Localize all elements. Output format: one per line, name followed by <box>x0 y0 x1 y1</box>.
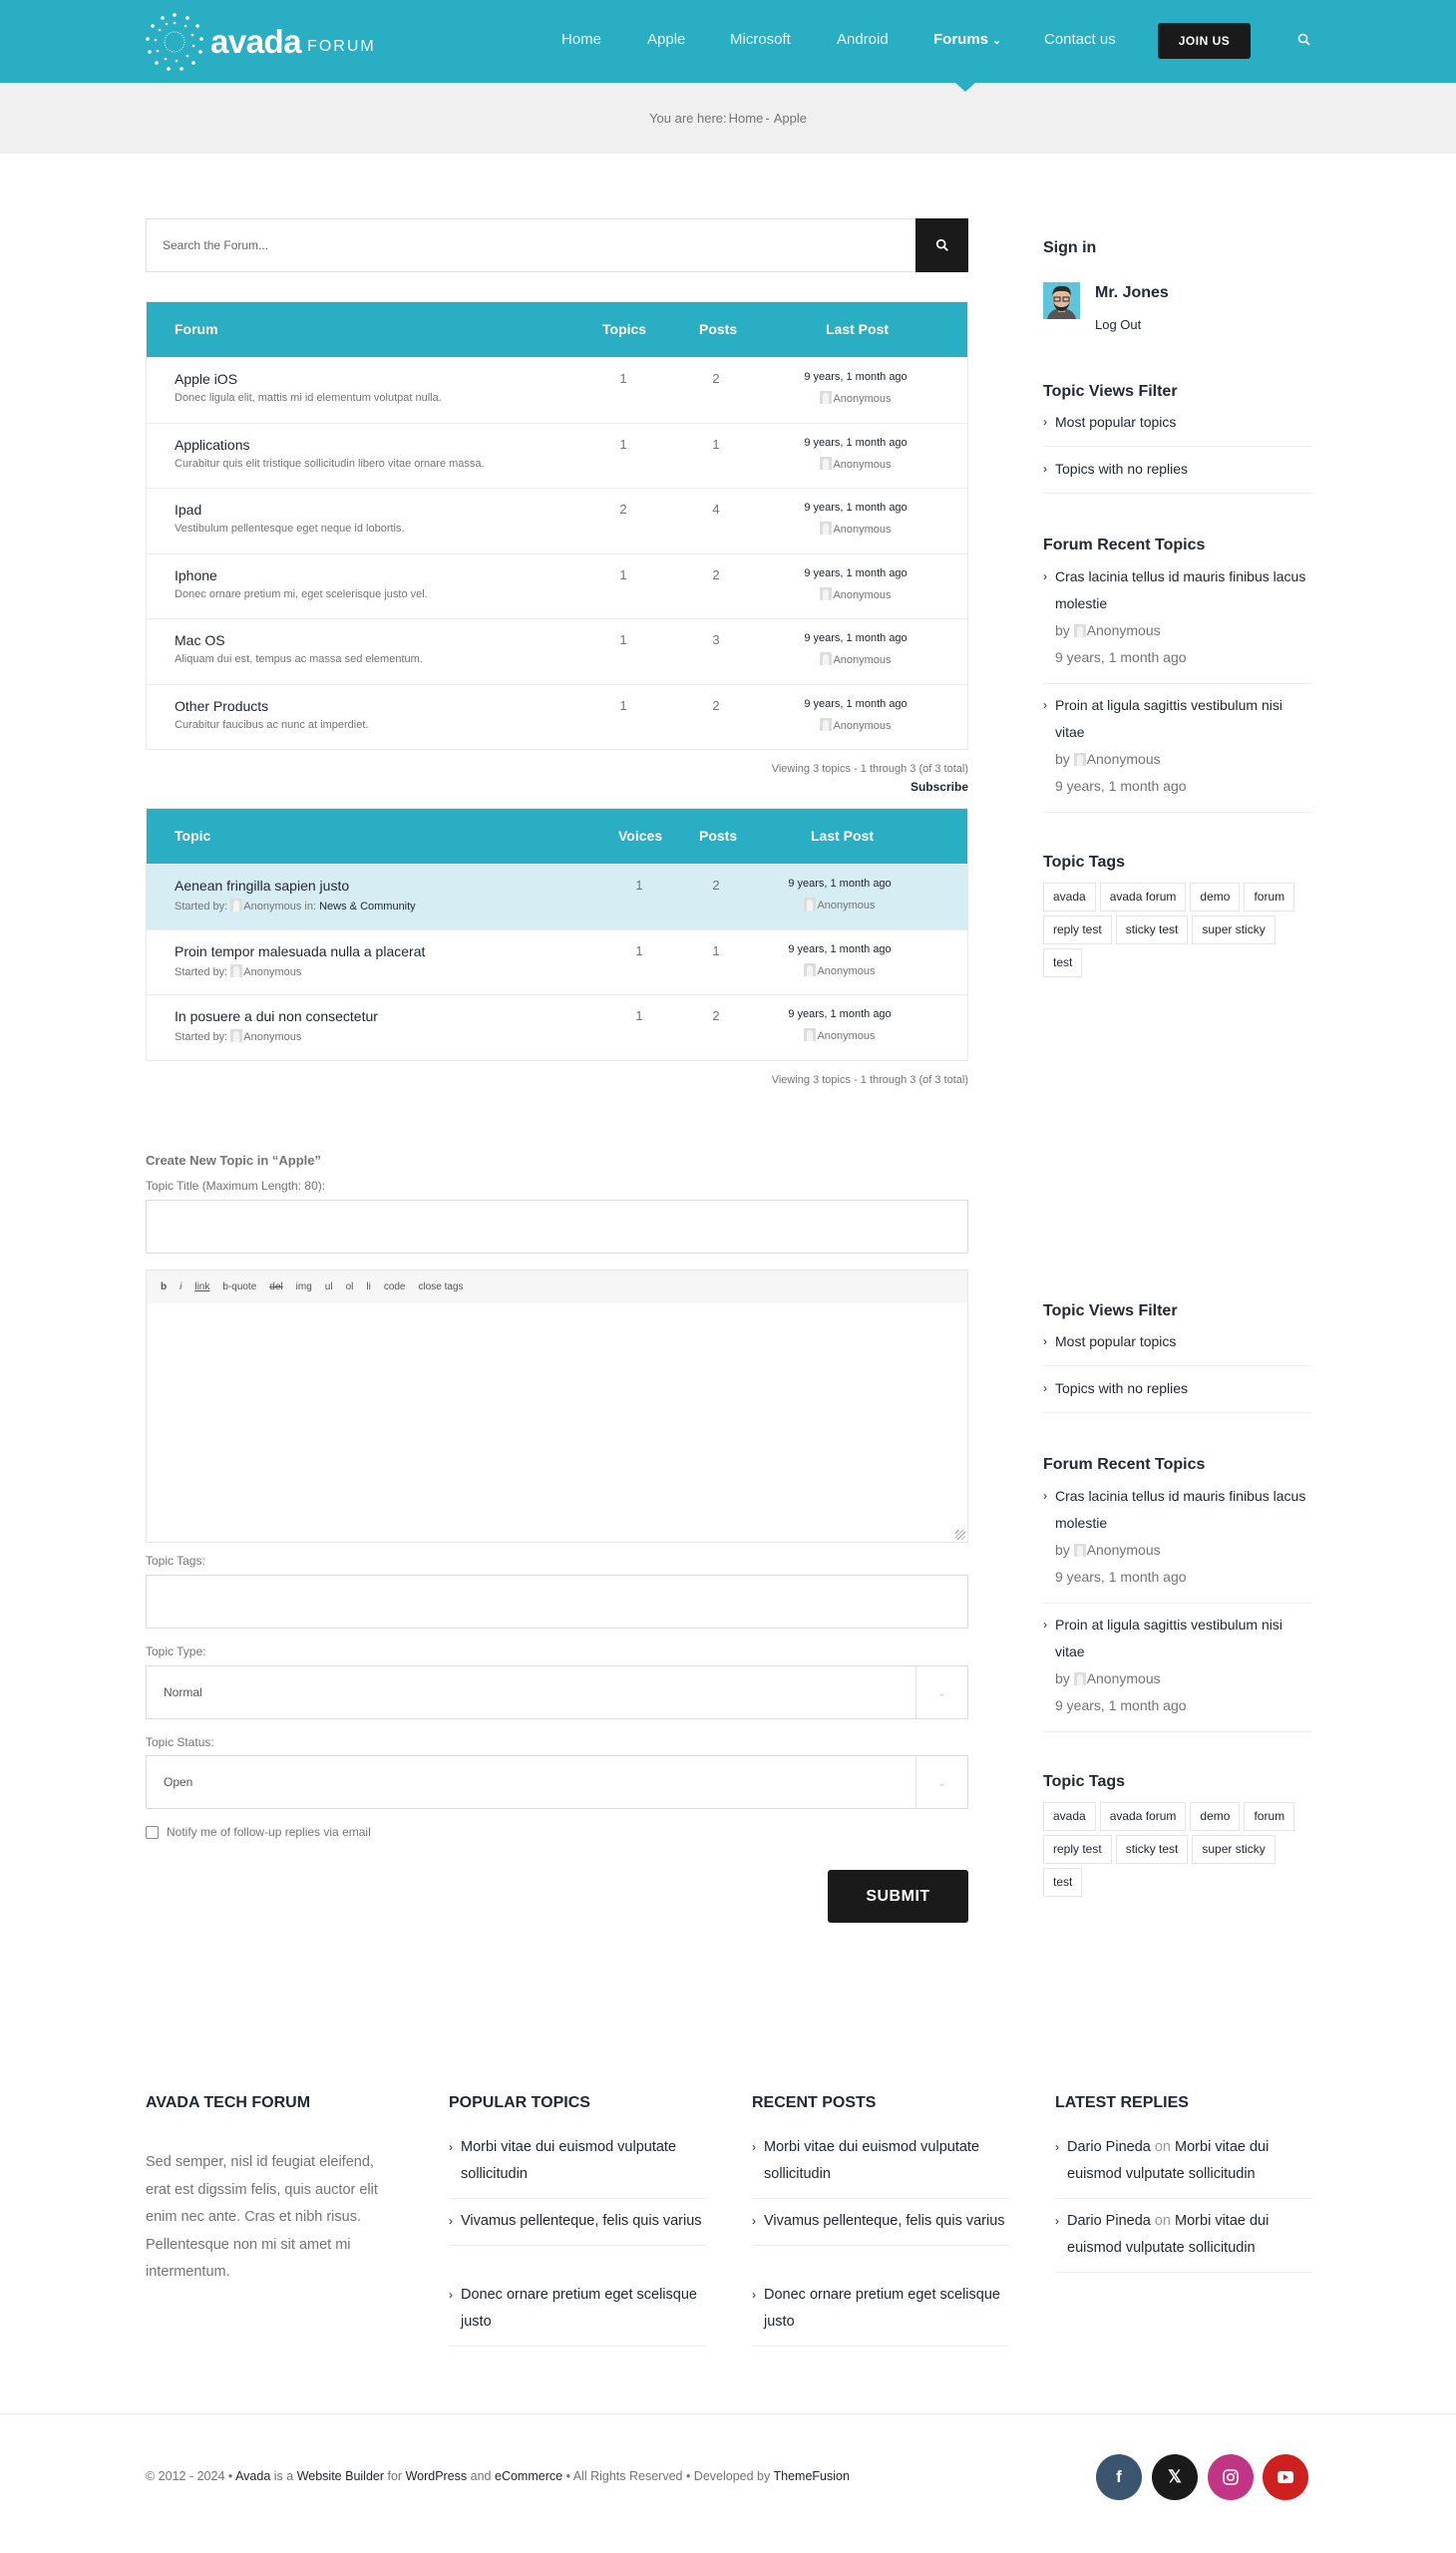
tag-link[interactable]: forum <box>1244 1802 1294 1831</box>
views-filter-title: Topic Views Filter <box>1043 1302 1178 1319</box>
forum-title-link[interactable]: Apple iOS <box>175 371 238 387</box>
logout-link[interactable]: Log Out <box>1095 317 1142 332</box>
forum-title-link[interactable]: Applications <box>175 436 250 453</box>
instagram-icon[interactable] <box>1208 2454 1254 2500</box>
topic-author-link[interactable]: Anonymous <box>243 965 302 978</box>
new-topic-heading: Create New Topic in “Apple” <box>146 1153 322 1168</box>
avada-link[interactable]: Avada <box>235 2469 271 2483</box>
chevron-right-icon: › <box>449 2140 453 2154</box>
toolbar-bold-button[interactable]: b <box>161 1281 168 1292</box>
forum-description: Donec ligula elit, mattis mi id elementum volutpat nulla. <box>175 392 442 404</box>
topic-voices-count: 1 <box>635 1008 643 1023</box>
col-forum: Forum <box>175 321 218 337</box>
join-us-button[interactable]: JOIN US <box>1158 23 1251 59</box>
avatar-placeholder-icon <box>820 587 832 600</box>
tag-link[interactable]: test <box>1043 1868 1082 1897</box>
editor-toolbar <box>146 1270 968 1304</box>
copyright: © 2012 - 2024 • Avada is a Website Builder for WordPress and eCommerce • All Rights Reserved • Developed by ThemeFusion <box>146 2469 850 2483</box>
footer-popular-item[interactable]: › Donec ornare pretium eget scelisque justo <box>449 2282 706 2347</box>
forum-topics-count: 1 <box>619 632 627 647</box>
topic-row <box>147 864 967 929</box>
forum-topics-count: 1 <box>619 436 627 452</box>
nav-home[interactable]: Home <box>561 31 602 48</box>
forum-row <box>147 618 967 684</box>
nav-contact[interactable]: Contact us <box>1044 31 1116 48</box>
recent-topic-author[interactable]: Anonymous <box>1086 622 1161 638</box>
last-post-link[interactable]: 9 years, 1 month ago <box>788 878 892 890</box>
notify-checkbox[interactable] <box>146 1826 159 1839</box>
last-post-author[interactable]: Anonymous <box>776 391 935 405</box>
col-posts: Posts <box>699 828 738 844</box>
footer-recent-item[interactable]: › Morbi vitae dui euismod vulputate sollicitudin <box>752 2134 1009 2199</box>
tag-link[interactable]: sticky test <box>1116 915 1189 944</box>
topic-row <box>147 929 967 995</box>
topics-pagination-count: Viewing 3 topics - 1 through 3 (of 3 total) <box>771 1074 968 1086</box>
topic-meta: Started by: Anonymous in: News & Community <box>175 901 416 912</box>
logo-dots-icon <box>145 12 204 72</box>
tag-link[interactable]: super sticky <box>1192 915 1274 944</box>
topic-forum-link[interactable]: News & Community <box>319 901 416 912</box>
views-filter-title: Topic Views Filter <box>1043 383 1178 400</box>
breadcrumb-separator: - <box>765 111 770 126</box>
forum-description: Vestibulum pellentesque eget neque id lobortis. <box>175 523 405 535</box>
sign-in-title: Sign in <box>1043 239 1097 256</box>
recent-topic-author[interactable]: Anonymous <box>1086 1542 1161 1558</box>
toolbar-li-button[interactable]: li <box>366 1281 371 1292</box>
col-topic: Topic <box>175 828 211 844</box>
reply-topic-link[interactable]: Morbi vitae dui euismod vulputate sollicitudin <box>1067 2139 1270 2182</box>
col-last-post: Last Post <box>826 321 890 337</box>
search-icon <box>935 238 949 252</box>
chevron-right-icon: › <box>1043 1489 1047 1503</box>
last-post-author[interactable]: Anonymous <box>760 963 919 977</box>
nav-apple[interactable]: Apple <box>647 31 686 48</box>
wordpress-link[interactable]: WordPress <box>405 2469 468 2483</box>
forum-posts-count: 4 <box>712 502 720 517</box>
resize-handle-icon[interactable] <box>955 1530 965 1540</box>
forum-posts-count: 3 <box>712 632 720 647</box>
chevron-right-icon: › <box>1043 1618 1047 1632</box>
chevron-right-icon: › <box>752 2140 756 2154</box>
topic-status-label: Topic Status: <box>146 1735 214 1749</box>
tag-link[interactable]: forum <box>1244 883 1294 912</box>
avatar-placeholder-icon <box>820 522 832 535</box>
footer-about-title: AVADA TECH FORUM <box>146 2094 311 2111</box>
reply-author-link[interactable]: Dario Pineda <box>1067 2139 1151 2155</box>
recent-topic-link[interactable]: Cras lacinia tellus id mauris finibus lacus molestie <box>1055 1488 1306 1531</box>
forum-search-input[interactable] <box>147 219 915 271</box>
topic-status-value: Open <box>164 1775 193 1789</box>
recent-topic-link[interactable]: Cras lacinia tellus id mauris finibus lacus molestie <box>1055 568 1306 611</box>
last-post-link[interactable]: 9 years, 1 month ago <box>804 371 908 383</box>
topic-tags-title: Topic Tags <box>1043 854 1126 871</box>
chevron-right-icon: › <box>1043 1334 1047 1348</box>
reply-topic-link[interactable]: Morbi vitae dui euismod vulputate sollicitudin <box>1067 2213 1270 2256</box>
last-post-link[interactable]: 9 years, 1 month ago <box>804 566 908 579</box>
avatar-placeholder-icon <box>804 963 816 976</box>
recent-topic-item: › Proin at ligula sagittis vestibulum nisi vitae by Anonymous 9 years, 1 month ago <box>1043 692 1311 813</box>
topic-posts-count: 1 <box>712 942 720 958</box>
topic-posts-count: 2 <box>712 878 720 893</box>
tag-link[interactable]: test <box>1043 948 1082 977</box>
forum-row <box>147 423 967 489</box>
avatar-placeholder-icon <box>1074 624 1086 637</box>
col-topics: Topics <box>602 321 647 337</box>
search-icon[interactable] <box>1296 32 1312 48</box>
forum-search <box>146 218 968 272</box>
toolbar-img-button[interactable]: img <box>295 1281 312 1292</box>
avatar-placeholder-icon <box>804 1028 816 1041</box>
chevron-right-icon: › <box>449 2214 453 2228</box>
topic-tags-cloud <box>1043 1802 1311 1897</box>
toolbar-ol-button[interactable]: ol <box>345 1281 354 1292</box>
topic-title-input[interactable] <box>146 1200 968 1254</box>
logo-subtitle: FORUM <box>307 38 376 55</box>
footer-popular-item[interactable]: › Vivamus pellenteque, felis quis varius <box>449 2208 706 2246</box>
forum-description: Aliquam dui est, tempus ac massa sed elementum. <box>175 653 423 665</box>
topic-tags-input[interactable] <box>146 1575 968 1629</box>
tag-link[interactable]: demo <box>1190 1802 1240 1831</box>
col-last-post: Last Post <box>811 828 875 844</box>
tag-link[interactable]: avada <box>1043 883 1096 912</box>
chevron-down-icon: ⌄ <box>915 1756 967 1808</box>
avatar-placeholder-icon <box>1074 1672 1086 1685</box>
forum-posts-count: 2 <box>712 697 720 713</box>
recent-topic-time: 9 years, 1 month ago <box>1055 778 1187 794</box>
forum-row <box>147 488 967 553</box>
subscribe-link[interactable]: Subscribe <box>910 780 968 794</box>
toolbar-del-button[interactable]: del <box>269 1281 283 1292</box>
forum-title-link[interactable]: Other Products <box>175 697 269 714</box>
recent-topics-title: Forum Recent Topics <box>1043 537 1206 553</box>
tag-link[interactable]: avada forum <box>1100 883 1187 912</box>
last-post-link[interactable]: 9 years, 1 month ago <box>804 632 908 644</box>
chevron-right-icon: › <box>1043 569 1047 583</box>
avatar-placeholder-icon <box>230 899 242 912</box>
footer-reply-item: › Dario Pineda on Morbi vitae dui euismod vulputate sollicitudin <box>1055 2208 1312 2273</box>
topics-table <box>146 808 968 1061</box>
avatar-placeholder-icon <box>1074 753 1086 766</box>
forum-posts-count: 2 <box>712 566 720 582</box>
footer-divider <box>0 2413 1456 2414</box>
forum-topics-count: 1 <box>619 371 627 386</box>
col-voices: Voices <box>618 828 663 844</box>
toolbar-blockquote-button[interactable]: b-quote <box>222 1281 257 1292</box>
logo[interactable] <box>145 12 376 72</box>
topic-tags-title: Topic Tags <box>1043 1773 1126 1790</box>
website-builder-link[interactable]: Website Builder <box>296 2469 385 2483</box>
forum-description: Curabitur faucibus ac nunc at imperdiet. <box>175 718 369 731</box>
instagram-glyph <box>1222 2468 1240 2486</box>
footer-popular-item[interactable]: › Morbi vitae dui euismod vulputate sollicitudin <box>449 2134 706 2199</box>
last-post-author[interactable]: Anonymous <box>760 898 919 912</box>
footer-reply-item: › Dario Pineda on Morbi vitae dui euismod vulputate sollicitudin <box>1055 2134 1312 2199</box>
facebook-icon[interactable]: f <box>1096 2454 1142 2500</box>
forum-title-link[interactable]: Mac OS <box>175 632 225 648</box>
forum-title-link[interactable]: Iphone <box>175 566 217 583</box>
forum-row <box>147 553 967 619</box>
active-menu-indicator <box>955 83 975 92</box>
topic-type-select[interactable] <box>146 1665 968 1719</box>
notify-checkbox-row[interactable] <box>146 1825 371 1839</box>
forum-topics-count: 1 <box>619 697 627 713</box>
forum-posts-count: 2 <box>712 371 720 386</box>
breadcrumb-current: Apple <box>773 111 807 126</box>
forum-topics-count: 1 <box>619 566 627 582</box>
forums-pagination-count: Viewing 3 topics - 1 through 3 (of 3 total) <box>771 763 968 775</box>
recent-topic-link[interactable]: Proin at ligula sagittis vestibulum nisi vitae <box>1055 697 1282 740</box>
forum-title-link[interactable]: Ipad <box>175 502 202 518</box>
submit-button[interactable]: SUBMIT <box>828 1870 968 1923</box>
topic-title-label: Topic Title (Maximum Length: 80): <box>146 1179 326 1193</box>
avatar-placeholder-icon <box>230 1029 242 1042</box>
tag-link[interactable]: reply test <box>1043 1835 1112 1864</box>
topic-content-textarea[interactable] <box>146 1303 968 1543</box>
toolbar-link-button[interactable]: link <box>194 1281 210 1292</box>
avatar-placeholder-icon <box>820 652 832 665</box>
recent-topic-time: 9 years, 1 month ago <box>1055 1697 1187 1713</box>
forums-table <box>146 301 968 750</box>
footer-replies-title: LATEST REPLIES <box>1055 2094 1189 2111</box>
tag-link[interactable]: avada forum <box>1100 1802 1187 1831</box>
nav-android[interactable]: Android <box>837 31 889 48</box>
forum-description: Curabitur quis elit tristique sollicitudin libero vitae ornare massa. <box>175 457 485 470</box>
topic-title-link[interactable]: Aenean fringilla sapien justo <box>175 878 350 894</box>
topic-meta: Started by: Anonymous <box>175 965 302 978</box>
recent-topics-title: Forum Recent Topics <box>1043 1456 1206 1473</box>
filter-most-popular[interactable]: › Most popular topics <box>1043 1328 1311 1366</box>
user-name-link[interactable]: Mr. Jones <box>1095 284 1169 301</box>
footer-recent-title: RECENT POSTS <box>752 2094 877 2111</box>
tag-link[interactable]: sticky test <box>1116 1835 1189 1864</box>
filter-no-replies[interactable]: › Topics with no replies <box>1043 1375 1311 1413</box>
last-post-author[interactable]: Anonymous <box>776 522 935 536</box>
themefusion-link[interactable]: ThemeFusion <box>773 2469 850 2483</box>
last-post-author[interactable]: Anonymous <box>776 587 935 601</box>
forum-topics-count: 2 <box>619 502 627 517</box>
forum-description: Donec ornare pretium mi, eget scelerisque justo vel. <box>175 587 428 600</box>
avatar-placeholder-icon <box>820 718 832 731</box>
recent-topic-time: 9 years, 1 month ago <box>1055 1569 1187 1585</box>
forum-row <box>147 357 967 423</box>
filter-most-popular[interactable]: › Most popular topics <box>1043 409 1311 447</box>
youtube-icon[interactable] <box>1263 2454 1308 2500</box>
topic-status-select[interactable] <box>146 1755 968 1809</box>
filter-no-replies[interactable]: › Topics with no replies <box>1043 456 1311 494</box>
forums-table-header <box>147 302 967 357</box>
avatar-placeholder-icon <box>1074 1544 1086 1557</box>
nav-forums[interactable] <box>933 31 1001 48</box>
avatar-placeholder-icon <box>230 964 242 977</box>
avatar-placeholder-icon <box>804 898 816 911</box>
topic-title-link[interactable]: In posuere a dui non consectetur <box>175 1008 378 1024</box>
footer-recent-item[interactable]: › Vivamus pellenteque, felis quis varius <box>752 2208 1009 2246</box>
youtube-glyph <box>1276 2470 1294 2484</box>
last-post-author[interactable]: Anonymous <box>776 652 935 666</box>
footer-popular-title: POPULAR TOPICS <box>449 2094 590 2111</box>
nav-forums-label: Forums <box>933 31 989 48</box>
last-post-author[interactable]: Anonymous <box>760 1028 919 1042</box>
topic-tags-cloud <box>1043 883 1311 977</box>
recent-topic-author[interactable]: Anonymous <box>1086 1670 1161 1686</box>
chevron-right-icon: › <box>1043 1381 1047 1395</box>
recent-topic-link[interactable]: Proin at ligula sagittis vestibulum nisi vitae <box>1055 1617 1282 1659</box>
recent-topic-item: › Cras lacinia tellus id mauris finibus lacus molestie by Anonymous 9 years, 1 month ago <box>1043 1483 1311 1604</box>
breadcrumb-home[interactable]: Home <box>728 111 764 126</box>
user-avatar[interactable] <box>1043 282 1080 319</box>
topic-author-link[interactable]: Anonymous <box>243 901 302 912</box>
tag-link[interactable]: super sticky <box>1192 1835 1274 1864</box>
topic-row <box>147 994 967 1060</box>
recent-topic-time: 9 years, 1 month ago <box>1055 649 1187 665</box>
avatar-placeholder-icon <box>820 391 832 404</box>
toolbar-code-button[interactable]: code <box>383 1281 406 1292</box>
chevron-right-icon: › <box>752 2214 756 2228</box>
last-post-link[interactable]: 9 years, 1 month ago <box>788 942 892 955</box>
last-post-link[interactable]: 9 years, 1 month ago <box>788 1008 892 1020</box>
toolbar-italic-button[interactable]: i <box>180 1281 182 1292</box>
last-post-link[interactable]: 9 years, 1 month ago <box>804 697 908 710</box>
topics-table-header <box>147 809 967 864</box>
topic-type-label: Topic Type: <box>146 1644 206 1658</box>
tag-link[interactable]: avada <box>1043 1802 1096 1831</box>
last-post-author[interactable]: Anonymous <box>776 718 935 732</box>
recent-topic-item: › Proin at ligula sagittis vestibulum nisi vitae by Anonymous 9 years, 1 month ago <box>1043 1612 1311 1732</box>
topic-meta: Started by: Anonymous <box>175 1031 302 1043</box>
tag-link[interactable]: reply test <box>1043 915 1112 944</box>
last-post-link[interactable]: 9 years, 1 month ago <box>804 502 908 514</box>
site-header <box>0 0 1456 83</box>
chevron-right-icon: › <box>1043 698 1047 712</box>
avatar-placeholder-icon <box>820 457 832 470</box>
notify-label: Notify me of follow-up replies via email <box>167 1825 371 1839</box>
logo-wordmark: avada <box>210 23 302 60</box>
chevron-right-icon: › <box>449 2288 453 2302</box>
topic-author-link[interactable]: Anonymous <box>243 1031 302 1043</box>
topic-tags-label: Topic Tags: <box>146 1554 205 1568</box>
tag-link[interactable]: demo <box>1190 883 1240 912</box>
chevron-right-icon: › <box>752 2288 756 2302</box>
topic-type-value: Normal <box>164 1685 202 1699</box>
topic-voices-count: 1 <box>635 942 643 958</box>
forum-row <box>147 684 967 750</box>
forum-search-button[interactable] <box>915 218 968 272</box>
footer-recent-item[interactable]: › Donec ornare pretium eget scelisque justo <box>752 2282 1009 2347</box>
toolbar-ul-button[interactable]: ul <box>324 1281 333 1292</box>
last-post-author[interactable]: Anonymous <box>776 457 935 471</box>
chevron-right-icon: › <box>1043 462 1047 476</box>
recent-topic-item: › Cras lacinia tellus id mauris finibus lacus molestie by Anonymous 9 years, 1 month ago <box>1043 563 1311 684</box>
topic-posts-count: 2 <box>712 1008 720 1023</box>
chevron-right-icon: › <box>1055 2140 1059 2154</box>
topic-voices-count: 1 <box>635 878 643 893</box>
toolbar-close-tags-button[interactable]: close tags <box>418 1281 464 1292</box>
chevron-down-icon: ⌄ <box>992 35 1002 47</box>
footer-about-text: Sed semper, nisl id feugiat eleifend, erat est digssim felis, quis auctor elit enim nec ante. Cras et nibh risus. Pellentesque non mi sit amet mi intermentum. <box>146 2154 378 2280</box>
recent-topic-author[interactable]: Anonymous <box>1086 751 1161 767</box>
x-twitter-icon[interactable]: 𝕏 <box>1152 2454 1198 2500</box>
avatar-image <box>1043 282 1080 319</box>
chevron-down-icon: ⌄ <box>915 1666 967 1718</box>
chevron-right-icon: › <box>1055 2214 1059 2228</box>
col-posts: Posts <box>699 321 738 337</box>
reply-author-link[interactable]: Dario Pineda <box>1067 2213 1151 2229</box>
forum-posts-count: 1 <box>712 436 720 452</box>
breadcrumb <box>0 83 1456 154</box>
ecommerce-link[interactable]: eCommerce <box>495 2469 563 2483</box>
breadcrumb-prefix: You are here: <box>649 111 727 126</box>
topic-title-link[interactable]: Proin tempor malesuada nulla a placerat <box>175 942 426 959</box>
chevron-right-icon: › <box>1043 415 1047 429</box>
user-card <box>1043 219 1311 339</box>
nav-microsoft[interactable]: Microsoft <box>730 31 791 48</box>
last-post-link[interactable]: 9 years, 1 month ago <box>804 436 908 449</box>
